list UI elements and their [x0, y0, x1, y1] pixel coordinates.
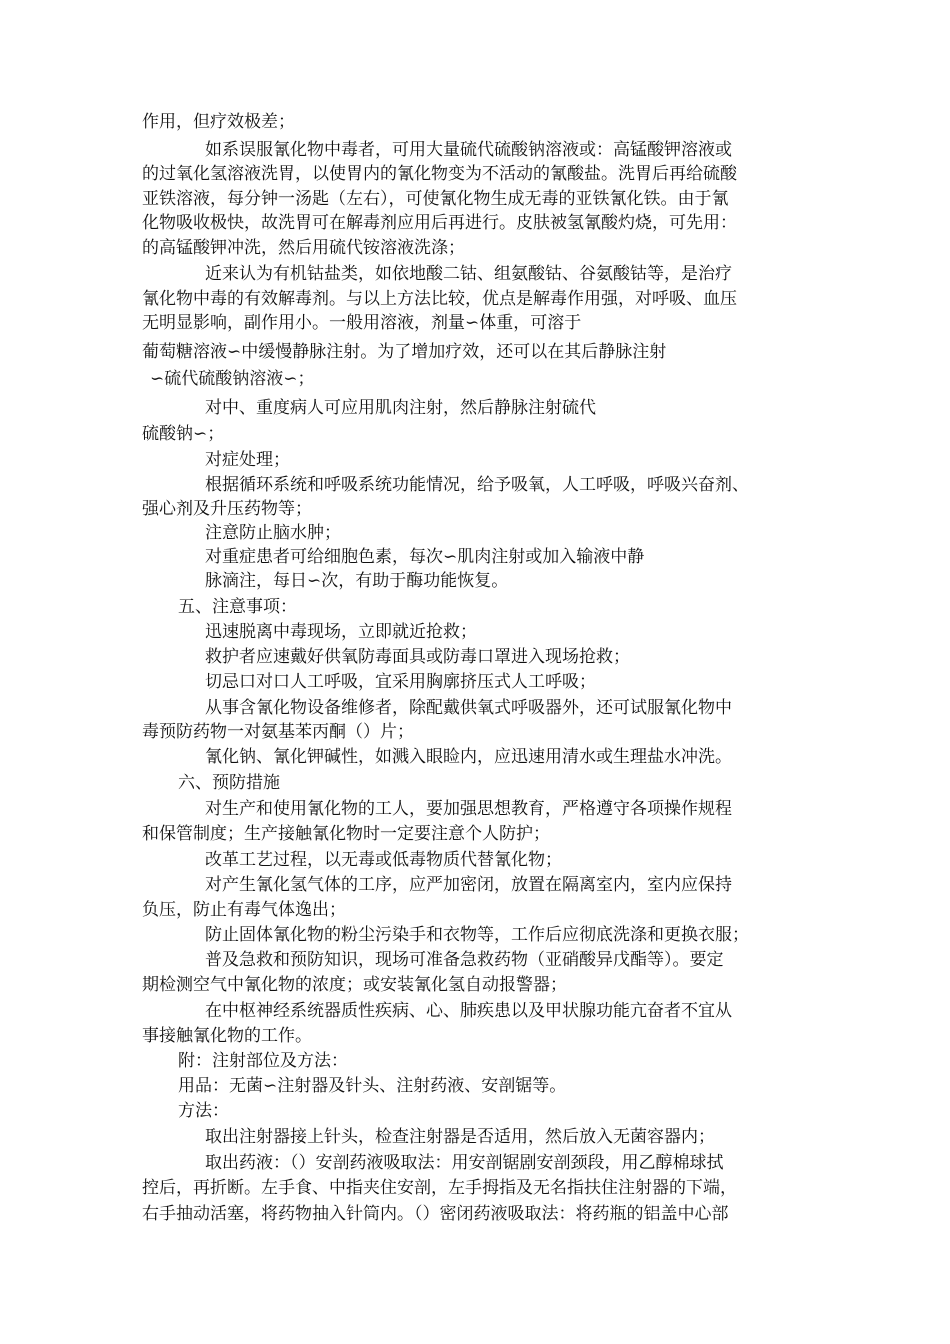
text-line: 作用，但疗效极差；: [142, 112, 295, 132]
text-line: 硫酸钠∽；: [142, 424, 225, 444]
text-line: 的高锰酸钾冲洗，然后用硫代铵溶液洗涤；: [142, 238, 465, 258]
text-line: 对产生氰化氢气体的工序，应严加密闭，放置在隔离室内，室内应保持: [205, 875, 732, 895]
text-line: 用品：无菌∽注射器及针头、注射药液、安剖锯等。: [178, 1076, 567, 1096]
text-line: 注意防止脑水肿；: [205, 523, 341, 543]
text-line: 亚铁溶液，每分钟一汤匙（左右），可使氰化物生成无毒的亚铁氰化铁。由于氰: [142, 189, 729, 209]
text-line: 附：注射部位及方法：: [178, 1051, 348, 1071]
text-line: 负压，防止有毒气体逸出；: [142, 900, 346, 920]
text-line: 氰化钠、氰化钾碱性，如溅入眼睑内，应迅速用清水或生理盐水冲洗。: [205, 747, 732, 767]
text-line: 无明显影响，副作用小。一般用溶液，剂量∽体重，可溶于: [142, 313, 582, 333]
text-line: 对生产和使用氰化物的工人，要加强思想教育，严格遵守各项操作规程: [205, 799, 732, 819]
text-line: 脉滴注，每日∽次，有助于酶功能恢复。: [205, 571, 509, 591]
text-line: 在中枢神经系统器质性疾病、心、肺疾患以及甲状腺功能亢奋者不宜从: [205, 1001, 732, 1021]
text-line: 根据循环系统和呼吸系统功能情况，给予吸氧，人工呼吸，呼吸兴奋剂、: [205, 475, 749, 495]
text-line: 迅速脱离中毒现场，立即就近抢救；: [205, 622, 477, 642]
text-line: 事接触氰化物的工作。: [142, 1026, 312, 1046]
text-line: ∽硫代硫酸钠溶液∽；: [150, 369, 315, 389]
text-line: 对重症患者可给细胞色素，每次∽肌肉注射或加入输液中静: [205, 547, 645, 567]
text-line: 葡萄糖溶液∽中缓慢静脉注射。为了增加疗效，还可以在其后静脉注射: [142, 342, 667, 362]
text-line: 取出注射器接上针头，检查注射器是否适用，然后放入无菌容器内；: [205, 1127, 715, 1147]
text-line: 强心剂及升压药物等；: [142, 499, 312, 519]
text-line: 防止固体氰化物的粉尘污染手和衣物等，工作后应彻底洗涤和更换衣服；: [205, 925, 749, 945]
section-heading: 五、注意事项：: [178, 597, 297, 617]
text-line: 切忌口对口人工呼吸，宜采用胸廓挤压式人工呼吸；: [205, 672, 596, 692]
text-line: 方法：: [178, 1101, 229, 1121]
text-line: 毒预防药物一对氨基苯丙酮（）片；: [142, 722, 414, 742]
text-line: 化物吸收极快，故洗胃可在解毒剂应用后再进行。皮肤被氢氰酸灼烧，可先用：: [142, 213, 737, 233]
text-line: 近来认为有机钴盐类，如依地酸二钴、组氨酸钴、谷氨酸钴等，是治疗: [205, 264, 732, 284]
text-line: 和保管制度；生产接触氰化物时一定要注意个人防护；: [142, 824, 550, 844]
text-line: 改革工艺过程，以无毒或低毒物质代替氰化物；: [205, 850, 562, 870]
text-line: 普及急救和预防知识，现场可准备急救药物（亚硝酸异戊酯等）。要定: [205, 950, 724, 970]
text-line: 取出药液：（）安剖药液吸取法：用安剖锯剧安剖颈段，用乙醇棉球拭: [205, 1153, 724, 1173]
section-heading: 六、预防措施: [178, 773, 280, 793]
text-line: 对中、重度病人可应用肌肉注射，然后静脉注射硫代: [205, 398, 596, 418]
text-line: 氰化物中毒的有效解毒剂。与以上方法比较，优点是解毒作用强，对呼吸、血压: [142, 289, 737, 309]
text-line: 救护者应速戴好供氧防毒面具或防毒口罩进入现场抢救；: [205, 647, 630, 667]
text-line: 的过氧化氢溶液洗胃，以使胃内的氰化物变为不活动的氰酸盐。洗胃后再给硫酸: [142, 164, 737, 184]
text-line: 右手抽动活塞，将药物抽入针筒内。（）密闭药液吸取法：将药瓶的铝盖中心部: [142, 1204, 729, 1224]
text-line: 对症处理；: [205, 450, 290, 470]
text-line: 控后，再折断。左手食、中指夹住安剖，左手拇指及无名指扶住注射器的下端，: [142, 1178, 737, 1198]
text-line: 如系误服氰化物中毒者，可用大量硫代硫酸钠溶液或：高锰酸钾溶液或: [205, 140, 732, 160]
text-line: 从事含氰化物设备维修者，除配戴供氧式呼吸器外，还可试服氰化物中: [205, 698, 732, 718]
text-line: 期检测空气中氰化物的浓度；或安装氰化氢自动报警器；: [142, 975, 567, 995]
